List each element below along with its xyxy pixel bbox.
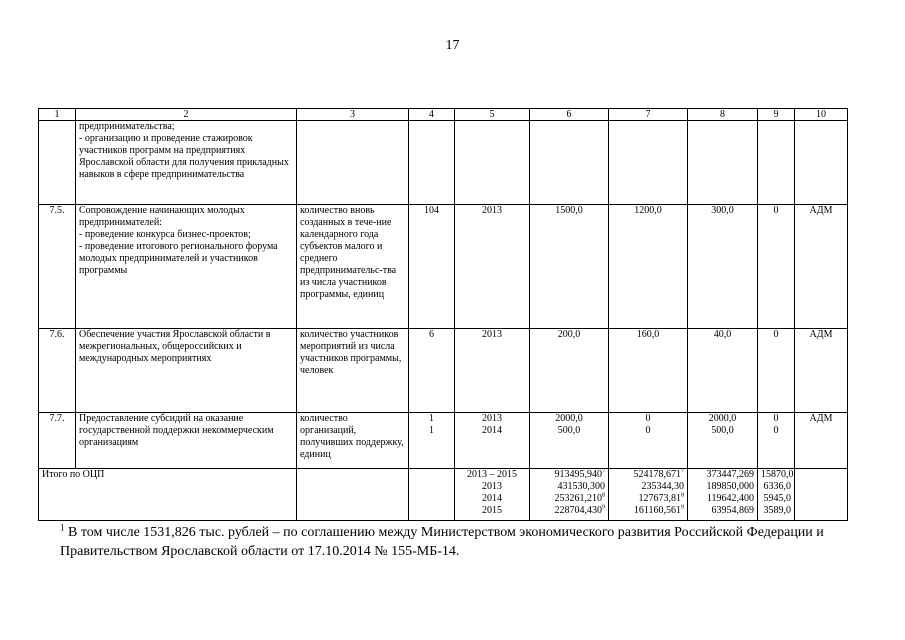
measure-name-continuation: предпринимательства; - организацию и проведение стажировок участников программ на предприятиях Ярославской области для получения прикладных навыков в сфере предпринимательства — [76, 121, 297, 205]
year: 2013 — [455, 329, 530, 413]
total-row — [39, 469, 848, 521]
footnote-text: В том числе 1531,826 тыс. рублей – по соглашению между Министерством экономического развития Российской Федерации и Правительством Ярославской области от 17.10.2014 № 155-МБ-14. — [60, 525, 824, 559]
indicator: количество вновь созданных в тече-ние календарного года субъектов малого и среднего предпринимательс-тва из числа участников программы, единиц — [297, 205, 409, 329]
indicator-value: 104 — [409, 205, 455, 329]
funding-total: 2000,0 500,0 — [530, 413, 609, 469]
column-number: 8 — [688, 109, 758, 121]
funding-col8: 2000,0 500,0 — [688, 413, 758, 469]
empty-cell — [409, 469, 455, 521]
total-c8: 373447,269 189850,000 119642,400 63954,869 — [688, 469, 758, 521]
table-row — [39, 205, 848, 329]
column-number: 5 — [455, 109, 530, 121]
indicator: количество участников мероприятий из числа участников программы, человек — [297, 329, 409, 413]
executor: АДМ — [795, 329, 848, 413]
total-c7: 524178,671$^7$ 235344,30 127673,81$^8$ 161160,561$^9$ — [609, 469, 688, 521]
funding-col9: 0 — [758, 205, 795, 329]
funding-total: 200,0 — [530, 329, 609, 413]
page-number: 17 — [445, 38, 460, 53]
table-row — [39, 413, 848, 469]
funding-col7: 160,0 — [609, 329, 688, 413]
executor: АДМ — [795, 205, 848, 329]
funding-total: 1500,0 — [530, 205, 609, 329]
footnote — [60, 523, 860, 561]
year: 2013 2014 — [455, 413, 530, 469]
funding-col9: 0 0 — [758, 413, 795, 469]
funding-col9: 0 — [758, 329, 795, 413]
executor: АДМ — [795, 413, 848, 469]
funding-col8: 40,0 — [688, 329, 758, 413]
table-row — [39, 329, 848, 413]
total-years: 2013 – 2015 2013 2014 2015 — [455, 469, 530, 521]
total-c9: 15870,0 6336,0 5945,0 3589,0 — [758, 469, 795, 521]
row-number: 7.7. — [39, 413, 76, 469]
total-label: Итого по ОЦП — [39, 469, 297, 521]
column-number: 10 — [795, 109, 848, 121]
empty-cell — [795, 469, 848, 521]
funding-col7: 1200,0 — [609, 205, 688, 329]
year: 2013 — [455, 205, 530, 329]
column-number-row — [39, 109, 848, 121]
empty-cell — [297, 469, 409, 521]
column-number: 7 — [609, 109, 688, 121]
indicator: количество организаций, получивших поддержку, единиц — [297, 413, 409, 469]
funding-col7: 0 0 — [609, 413, 688, 469]
column-number: 1 — [39, 109, 76, 121]
row-number: 7.6. — [39, 329, 76, 413]
indicator-value: 1 1 — [409, 413, 455, 469]
total-c6: 913495,940$^7$ 431530,300 253261,210$^8$ 228704,430$^9$ — [530, 469, 609, 521]
program-table — [38, 108, 848, 521]
funding-col8: 300,0 — [688, 205, 758, 329]
indicator-value: 6 — [409, 329, 455, 413]
row-number: 7.5. — [39, 205, 76, 329]
column-number: 2 — [76, 109, 297, 121]
column-number: 4 — [409, 109, 455, 121]
measure-name: Сопровождение начинающих молодых предпринимателей: - проведение конкурса бизнес-проектов; - проведение итогового регионального форума молодых предпринимателей и участников программы — [76, 205, 297, 329]
column-number: 6 — [530, 109, 609, 121]
column-number: 9 — [758, 109, 795, 121]
measure-name: Обеспечение участия Ярославской области в межрегиональных, общероссийских и международных мероприятиях — [76, 329, 297, 413]
measure-name: Предоставление субсидий на оказание государственной поддержки некоммерческим организациям — [76, 413, 297, 469]
column-number: 3 — [297, 109, 409, 121]
table-row-continuation — [39, 121, 848, 205]
footnote-mark: 1 — [60, 522, 65, 533]
